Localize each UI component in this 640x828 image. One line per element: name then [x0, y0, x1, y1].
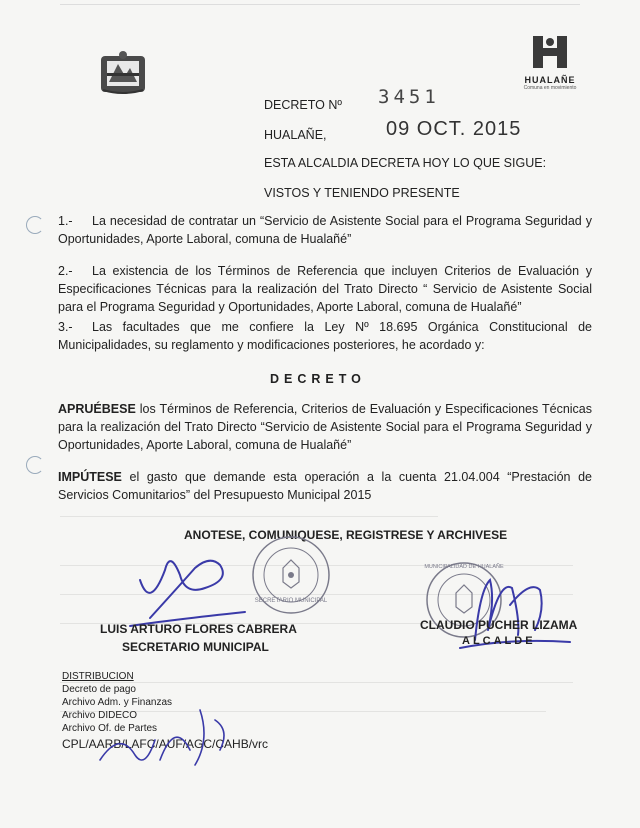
coat-of-arms-icon: [98, 50, 148, 94]
hualane-logo: [520, 34, 580, 92]
secretario-stamp-text: SECRETARIO MUNICIPAL: [254, 598, 328, 604]
alcalde-title: ALCALDE: [462, 635, 536, 647]
initials-scribble: [80, 700, 260, 780]
decreto-heading: DECRETO: [270, 372, 366, 386]
closing-line: ANOTESE, COMUNIQUESE, REGISTRESE Y ARCHIVESE: [184, 528, 508, 542]
top-border-mark: [60, 0, 580, 5]
secretario-title: SECRETARIO MUNICIPAL: [122, 640, 269, 654]
hualane-h-icon: [529, 34, 571, 70]
paragraph-3: [58, 318, 592, 354]
paragraph-number: 3.-: [58, 320, 73, 334]
right-signature: [440, 560, 580, 670]
secretario-name: LUIS ARTURO FLORES CABRERA: [100, 622, 297, 636]
logo-tagline: Comuna en movimiento: [523, 85, 577, 91]
imputese-lead: IMPÚTESE: [58, 470, 122, 484]
distribucion-item: Archivo Of. de Partes: [62, 723, 158, 734]
date-stamp: 09 OCT. 2015: [386, 118, 522, 140]
apruebese-lead: APRUÉBESE: [58, 402, 136, 416]
alcalde-stamp-text: MUNICIPALIDAD DE HUALAÑE: [424, 564, 504, 570]
imputese-text: el gasto que demande esta operación a la cuenta 21.04.004 “Prestación de Servicios Comunitarios” del Presupuesto Municipal 2015: [58, 470, 592, 502]
distribucion-item: Archivo Adm. y Finanzas: [62, 697, 173, 708]
punch-hole: [26, 216, 44, 234]
punch-hole: [26, 456, 44, 474]
logo-name: HUALAÑE: [524, 75, 576, 85]
distribucion-item: Decreto de pago: [62, 684, 136, 695]
decreto-number: 3451: [378, 86, 440, 108]
paragraph-text: La necesidad de contratar un “Servicio de Asistente Social para el Programa Seguridad y Oportunidades, Aporte Laboral, comuna de Hualañé”: [58, 214, 592, 246]
apruebese-paragraph: [58, 400, 592, 454]
alcalde-name: CLAUDIO PUCHER LIZAMA: [420, 618, 578, 632]
paragraph-text: La existencia de los Términos de Referencia que incluyen Criterios de Evaluación y Especificaciones Técnicas para la realización del Trato Directo “ Servicio de Asistente Social para el Programa Seguridad y Oportunidades, Aporte Laboral, comuna de Hualañé”: [58, 264, 592, 314]
paragraph-number: 2.-: [58, 264, 73, 278]
distribucion-item: Archivo DIDECO: [62, 710, 138, 721]
decreta-line: ESTA ALCALDIA DECRETA HOY LO QUE SIGUE:: [264, 156, 547, 170]
decreto-label: DECRETO Nº: [264, 98, 342, 112]
paragraph-1: [58, 212, 592, 248]
place-label: HUALAÑE,: [264, 128, 327, 142]
paragraph-text: Las facultades que me confiere la Ley Nº 18.695 Orgánica Constitucional de Municipalidades, su reglamento y modificaciones posteriores, he acordado y:: [58, 320, 592, 352]
secretario-stamp: [250, 534, 332, 616]
vistos-heading: VISTOS Y TENIENDO PRESENTE: [264, 186, 460, 200]
paragraph-number: 1.-: [58, 214, 73, 228]
apruebese-text: los Términos de Referencia, Criterios de Evaluación y Especificaciones Técnicas para la realización del Trato Directo “Servicio de Asistente Social para el Programa Seguridad y Oportunidades, Aporte Laboral, comuna de Hualañé”: [58, 402, 592, 452]
paragraph-2: [58, 262, 592, 316]
distribucion-initials: CPL/AARB/LAFC/AUF/AGC/CAHB/vrc: [62, 737, 269, 751]
distribucion-title: DISTRIBUCION: [62, 671, 134, 682]
